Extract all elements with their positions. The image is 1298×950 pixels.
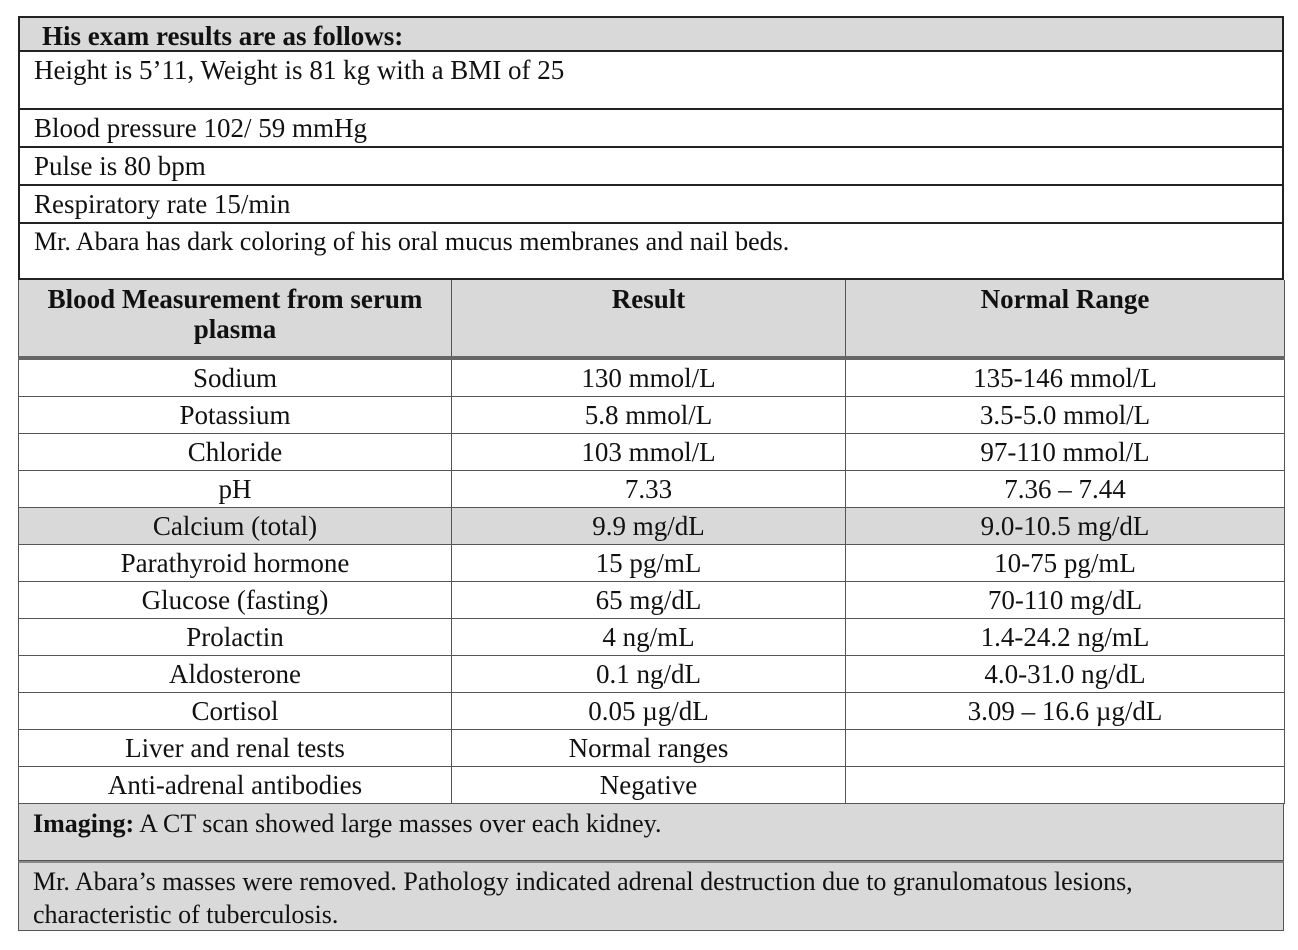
exam-line-respiratory: Respiratory rate 15/min xyxy=(18,186,1284,224)
test-range xyxy=(846,730,1285,767)
test-result: 9.9 mg/dL xyxy=(452,508,846,545)
test-name: Aldosterone xyxy=(19,656,452,693)
test-name: Liver and renal tests xyxy=(19,730,452,767)
test-range: 3.09 – 16.6 µg/dL xyxy=(846,693,1285,730)
test-result: 5.8 mmol/L xyxy=(452,397,846,434)
header-measurement: Blood Measurement from serum plasma xyxy=(19,280,452,358)
test-name: Chloride xyxy=(19,434,452,471)
table-row xyxy=(19,471,1285,508)
header-normal-range: Normal Range xyxy=(846,280,1285,358)
table-row xyxy=(19,619,1285,656)
exam-line-blood-pressure: Blood pressure 102/ 59 mmHg xyxy=(18,110,1284,148)
test-name: Glucose (fasting) xyxy=(19,582,452,619)
test-name: Cortisol xyxy=(19,693,452,730)
imaging-text: A CT scan showed large masses over each kidney. xyxy=(139,809,662,838)
table-row xyxy=(19,508,1285,545)
test-range: 70-110 mg/dL xyxy=(846,582,1285,619)
test-name: pH xyxy=(19,471,452,508)
imaging-section xyxy=(18,804,1284,861)
test-range: 1.4-24.2 ng/mL xyxy=(846,619,1285,656)
imaging-label: Imaging: xyxy=(33,809,135,838)
test-range: 9.0-10.5 mg/dL xyxy=(846,508,1285,545)
test-name: Sodium xyxy=(19,358,452,397)
test-name: Potassium xyxy=(19,397,452,434)
test-result: 15 pg/mL xyxy=(452,545,846,582)
test-range: 10-75 pg/mL xyxy=(846,545,1285,582)
test-name: Parathyroid hormone xyxy=(19,545,452,582)
table-row xyxy=(19,582,1285,619)
exam-results-document xyxy=(18,16,1284,931)
test-result: 4 ng/mL xyxy=(452,619,846,656)
test-range: 135-146 mmol/L xyxy=(846,358,1285,397)
exam-line-height-weight: Height is 5’11, Weight is 81 kg with a BMI of 25 xyxy=(18,52,1284,110)
test-range: 4.0-31.0 ng/dL xyxy=(846,656,1285,693)
table-row xyxy=(19,397,1285,434)
test-result: Negative xyxy=(452,767,846,804)
table-row xyxy=(19,730,1285,767)
test-range: 7.36 – 7.44 xyxy=(846,471,1285,508)
table-row xyxy=(19,358,1285,397)
exam-title: His exam results are as follows: xyxy=(18,16,1284,52)
test-name: Calcium (total) xyxy=(19,508,452,545)
pathology-section: Mr. Abara’s masses were removed. Pathology indicated adrenal destruction due to granulomatous lesions, characteristic of tuberculosis. xyxy=(18,861,1284,931)
test-result: 103 mmol/L xyxy=(452,434,846,471)
exam-line-coloring: Mr. Abara has dark coloring of his oral mucus membranes and nail beds. xyxy=(18,224,1284,280)
table-row xyxy=(19,767,1285,804)
table-row xyxy=(19,545,1285,582)
test-range: 97-110 mmol/L xyxy=(846,434,1285,471)
test-name: Prolactin xyxy=(19,619,452,656)
test-result: 65 mg/dL xyxy=(452,582,846,619)
table-row xyxy=(19,434,1285,471)
test-range: 3.5-5.0 mmol/L xyxy=(846,397,1285,434)
test-name: Anti-adrenal antibodies xyxy=(19,767,452,804)
header-result: Result xyxy=(452,280,846,358)
lab-results-table xyxy=(18,280,1285,804)
test-result: 130 mmol/L xyxy=(452,358,846,397)
exam-line-pulse: Pulse is 80 bpm xyxy=(18,148,1284,186)
test-result: 0.1 ng/dL xyxy=(452,656,846,693)
test-result: 7.33 xyxy=(452,471,846,508)
test-range xyxy=(846,767,1285,804)
test-result: Normal ranges xyxy=(452,730,846,767)
table-row xyxy=(19,656,1285,693)
table-row xyxy=(19,693,1285,730)
test-result: 0.05 µg/dL xyxy=(452,693,846,730)
lab-header-row xyxy=(19,280,1285,358)
